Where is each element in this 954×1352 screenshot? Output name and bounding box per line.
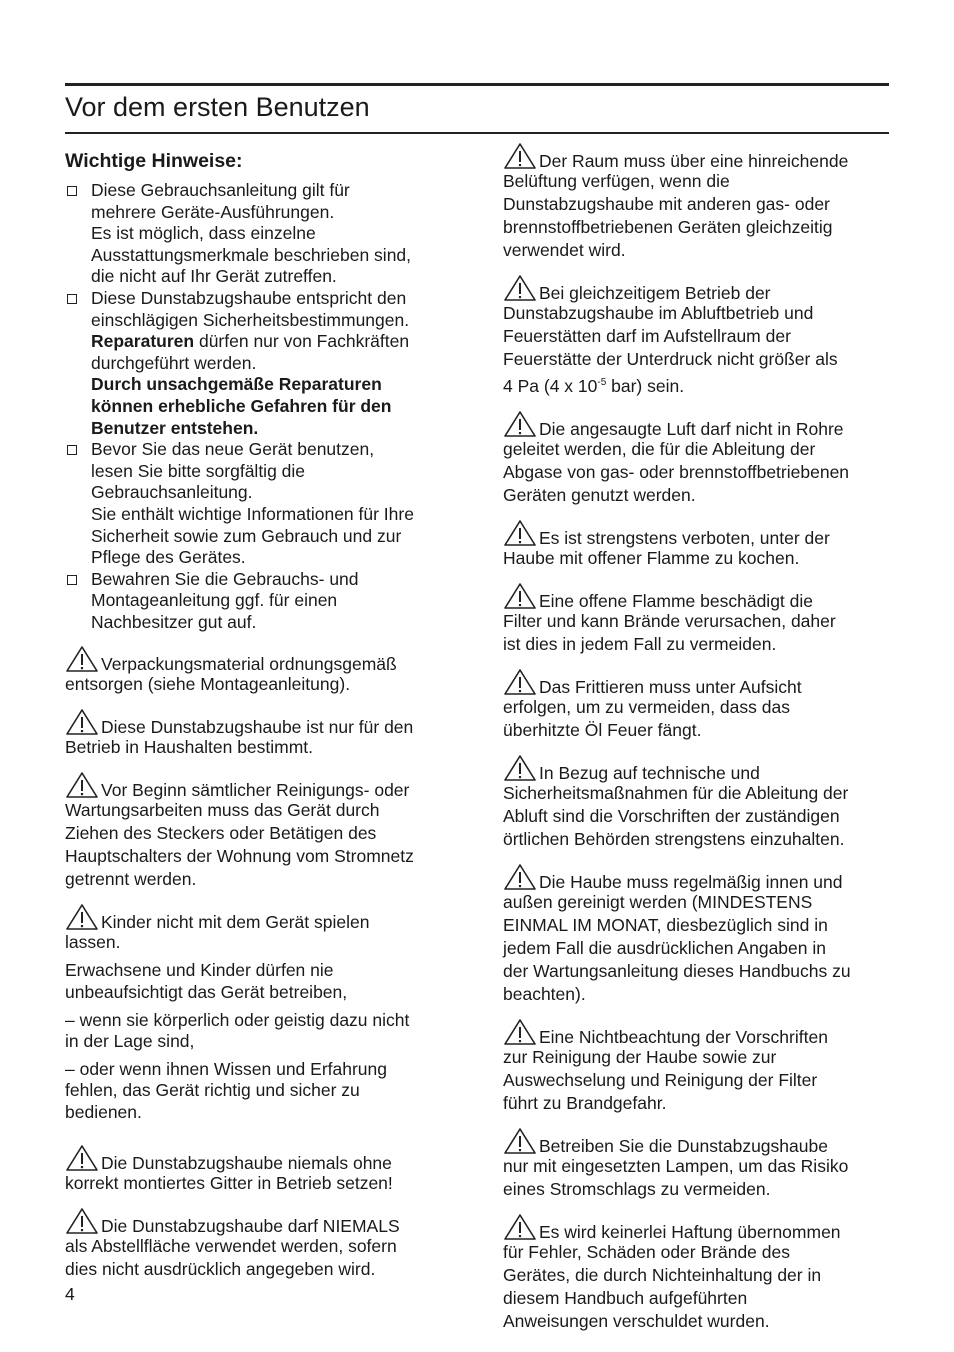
- text-line: örtlichen Behörden strengstens einzuhalten.: [503, 829, 845, 849]
- warning-text: Eine Nichtbeachtung der Vorschriften: [539, 1027, 828, 1047]
- paragraph: [65, 1010, 460, 1053]
- warning-triangle-icon: [65, 771, 99, 799]
- warning-triangle-icon: [65, 1207, 99, 1235]
- warning-block: [503, 668, 893, 742]
- text-line: Pflege des Gerätes.: [91, 547, 246, 568]
- text-line: Feuerstätte der Unterdruck nicht größer als: [503, 349, 838, 369]
- warning-text: Der Raum muss über eine hinreichende: [539, 151, 849, 171]
- warning-text: Bei gleichzeitigem Betrieb der: [539, 283, 771, 303]
- warning-block: [65, 1207, 460, 1281]
- pressure-value: 4 Pa (4 x 10: [503, 376, 598, 396]
- warning-text: Kinder nicht mit dem Gerät spielen: [101, 912, 370, 933]
- text-line: – oder wenn ihnen Wissen und Erfahrung: [65, 1058, 388, 1079]
- warning-text: Es wird keinerlei Haftung übernommen: [539, 1222, 841, 1242]
- text-line: Abgase von gas- oder brennstoffbetriebenen: [503, 462, 850, 482]
- paragraph: [65, 1059, 460, 1124]
- text-fragment: dürfen nur von Fachkräften: [194, 331, 410, 352]
- page-number: 4: [65, 1284, 75, 1304]
- warning-triangle-icon: [503, 582, 537, 610]
- list-item: [65, 288, 460, 439]
- left-column: [65, 148, 460, 1281]
- warning-block: [503, 410, 893, 507]
- warning-bold-line: können erhebliche Gefahren für den: [91, 395, 392, 416]
- warning-text: Diese Dunstabzugshaube ist nur für den: [101, 717, 414, 738]
- text-line: die nicht auf Ihr Gerät zutreffen.: [91, 266, 337, 287]
- paragraph: [65, 960, 460, 1003]
- text-line: diesem Handbuch aufgeführten: [503, 1288, 748, 1308]
- text-fragment: bar) sein.: [606, 376, 685, 396]
- text-line: eines Stromschlags zu vermeiden.: [503, 1179, 771, 1199]
- section-heading: Wichtige Hinweise:: [65, 150, 243, 172]
- warning-triangle-icon: [503, 754, 537, 782]
- list-item: [65, 569, 460, 634]
- checkbox-square-icon: [67, 294, 77, 304]
- warning-triangle-icon: [503, 863, 537, 891]
- text-line: brennstoffbetriebenen Geräten gleichzeitig: [503, 217, 833, 237]
- warning-text: Vor Beginn sämtlicher Reinigungs- oder: [101, 780, 410, 801]
- text-line: Abluft sind die Vorschriften der zuständigen: [503, 806, 840, 826]
- text-line: Sie enthält wichtige Informationen für Ihre: [91, 503, 414, 524]
- warning-triangle-icon: [503, 1213, 537, 1241]
- warning-block: [503, 754, 893, 851]
- text-line: Nachbesitzer gut auf.: [91, 611, 257, 632]
- text-line: Wartungsarbeiten muss das Gerät durch: [65, 800, 380, 821]
- text-line: EINMAL IM MONAT, diesbezüglich sind in: [503, 915, 828, 935]
- text-line: Auswechselung und Reinigung der Filter: [503, 1070, 818, 1090]
- text-line: führt zu Brandgefahr.: [503, 1093, 667, 1113]
- warning-block: [503, 142, 893, 262]
- text-line: einschlägigen Sicherheitsbestimmungen.: [91, 309, 410, 330]
- text-line: korrekt montiertes Gitter in Betrieb setzen!: [65, 1172, 393, 1193]
- bold-term: Reparaturen: [91, 331, 195, 352]
- text-line: dies nicht ausdrücklich angegeben wird.: [65, 1258, 376, 1279]
- text-line: Ziehen des Steckers oder Betätigen des: [65, 823, 377, 844]
- warning-block: [65, 645, 460, 696]
- warning-block: [503, 1018, 893, 1115]
- warning-text: Betreiben Sie die Dunstabzugshaube: [539, 1136, 828, 1156]
- text-line: Belüftung verfügen, wenn die: [503, 171, 730, 191]
- text-line: Gebrauchsanleitung.: [91, 482, 253, 503]
- text-line: getrennt werden.: [65, 869, 197, 890]
- text-line: – wenn sie körperlich oder geistig dazu nicht: [65, 1009, 410, 1030]
- text-line: überhitzte Öl Feuer fängt.: [503, 720, 702, 740]
- text-line: ist dies in jedem Fall zu vermeiden.: [503, 634, 777, 654]
- text-line: Betrieb in Haushalten bestimmt.: [65, 737, 314, 758]
- text-line: Ausstattungsmerkmale beschrieben sind,: [91, 244, 412, 265]
- right-column: [503, 142, 893, 1333]
- text-line: Bewahren Sie die Gebrauchs- und: [91, 568, 359, 589]
- title-rule: [65, 132, 889, 134]
- text-line: der Wartungsanleitung dieses Handbuchs zu: [503, 961, 851, 981]
- warning-text: Das Frittieren muss unter Aufsicht: [539, 677, 802, 697]
- warning-block: [65, 1144, 460, 1195]
- text-line: entsorgen (siehe Montageanleitung).: [65, 674, 351, 695]
- warning-triangle-icon: [65, 708, 99, 736]
- warning-triangle-icon: [65, 645, 99, 673]
- warning-text: Verpackungsmaterial ordnungsgemäß: [101, 654, 397, 675]
- text-line: Dunstabzugshaube mit anderen gas- oder: [503, 194, 830, 214]
- checkbox-square-icon: [67, 445, 77, 455]
- warning-text: Die Dunstabzugshaube darf NIEMALS: [101, 1215, 400, 1236]
- warning-triangle-icon: [503, 519, 537, 547]
- text-line: lassen.: [65, 932, 121, 953]
- text-line: geleitet werden, die für die Ableitung der: [503, 439, 816, 459]
- text-line: Haube mit offener Flamme zu kochen.: [503, 548, 800, 568]
- text-line: außen gereinigt werden (MINDESTENS: [503, 892, 813, 912]
- text-line: Gerätes, die durch Nichteinhaltung der in: [503, 1265, 822, 1285]
- text-line: Bevor Sie das neue Gerät benutzen,: [91, 439, 375, 460]
- text-line: Montageanleitung ggf. für einen: [91, 590, 338, 611]
- text-line: beachten).: [503, 984, 586, 1004]
- warning-text: Die angesaugte Luft darf nicht in Rohre: [539, 419, 844, 439]
- bullet-list: [65, 180, 460, 633]
- list-item: [65, 439, 460, 569]
- warning-block: [65, 903, 460, 954]
- warning-block: [503, 1213, 893, 1333]
- list-item: [65, 180, 460, 288]
- checkbox-square-icon: [67, 575, 77, 585]
- text-line: durchgeführt werden.: [91, 352, 257, 373]
- text-line: erfolgen, um zu vermeiden, dass das: [503, 697, 790, 717]
- text-line: [503, 371, 893, 398]
- text-line: jedem Fall die ausdrücklichen Angaben in: [503, 938, 826, 958]
- warning-block: [503, 1127, 893, 1201]
- top-rule: [65, 83, 889, 86]
- text-line: Filter und kann Brände verursachen, daher: [503, 611, 836, 631]
- text-line: Sicherheit sowie zum Gebrauch und zur: [91, 525, 402, 546]
- warning-triangle-icon: [503, 274, 537, 302]
- text-line: lesen Sie bitte sorgfältig die: [91, 460, 306, 481]
- warning-block: [503, 582, 893, 656]
- text-line: für Fehler, Schäden oder Brände des: [503, 1242, 790, 1262]
- warning-triangle-icon: [503, 1127, 537, 1155]
- text-line: Hauptschalters der Wohnung vom Stromnetz: [65, 846, 414, 867]
- text-line: unbeaufsichtigt das Gerät betreiben,: [65, 982, 348, 1003]
- warning-triangle-icon: [503, 142, 537, 170]
- text-line: in der Lage sind,: [65, 1031, 195, 1052]
- warning-text: Es ist strengstens verboten, unter der: [539, 528, 830, 548]
- warning-bold-line: Benutzer entstehen.: [91, 417, 259, 438]
- warning-block: [503, 274, 893, 398]
- warning-bold-line: Durch unsachgemäße Reparaturen: [91, 374, 382, 395]
- text-line: nur mit eingesetzten Lampen, um das Risiko: [503, 1156, 849, 1176]
- text-line: mehrere Geräte-Ausführungen.: [91, 201, 335, 222]
- warning-triangle-icon: [503, 410, 537, 438]
- text-line: Erwachsene und Kinder dürfen nie: [65, 960, 334, 981]
- text-line: als Abstellfläche verwendet werden, sofern: [65, 1235, 397, 1256]
- text-line: Geräten genutzt werden.: [503, 485, 696, 505]
- warning-text: In Bezug auf technische und: [539, 763, 760, 783]
- warning-block: [503, 519, 893, 570]
- exponent: -5: [597, 377, 607, 388]
- text-line: Sicherheitsmaßnahmen für die Ableitung der: [503, 783, 849, 803]
- warning-block: [65, 771, 460, 891]
- warning-triangle-icon: [65, 1144, 99, 1172]
- text-line: Dunstabzugshaube im Abluftbetrieb und: [503, 303, 814, 323]
- text-line: Feuerstätten darf im Aufstellraum der: [503, 326, 791, 346]
- text-line: fehlen, das Gerät richtig und sicher zu: [65, 1080, 360, 1101]
- warning-triangle-icon: [503, 1018, 537, 1046]
- text-line: Es ist möglich, dass einzelne: [91, 223, 316, 244]
- warning-text: Eine offene Flamme beschädigt die: [539, 591, 814, 611]
- warning-triangle-icon: [503, 668, 537, 696]
- warning-block: [503, 863, 893, 1006]
- text-line: Anweisungen verschuldet wurden.: [503, 1311, 770, 1331]
- checkbox-square-icon: [67, 186, 77, 196]
- warning-text: Die Dunstabzugshaube niemals ohne: [101, 1152, 392, 1173]
- warning-block: [65, 708, 460, 759]
- text-line: bedienen.: [65, 1102, 142, 1123]
- text-line: Diese Dunstabzugshaube entspricht den: [91, 287, 407, 308]
- warning-triangle-icon: [65, 903, 99, 931]
- text-line: zur Reinigung der Haube sowie zur: [503, 1047, 777, 1067]
- text-line: Diese Gebrauchsanleitung gilt für: [91, 180, 350, 200]
- page-title: Vor dem ersten Benutzen: [65, 92, 370, 122]
- text-line: verwendet wird.: [503, 240, 626, 260]
- text-line: [91, 331, 460, 353]
- warning-text: Die Haube muss regelmäßig innen und: [539, 872, 843, 892]
